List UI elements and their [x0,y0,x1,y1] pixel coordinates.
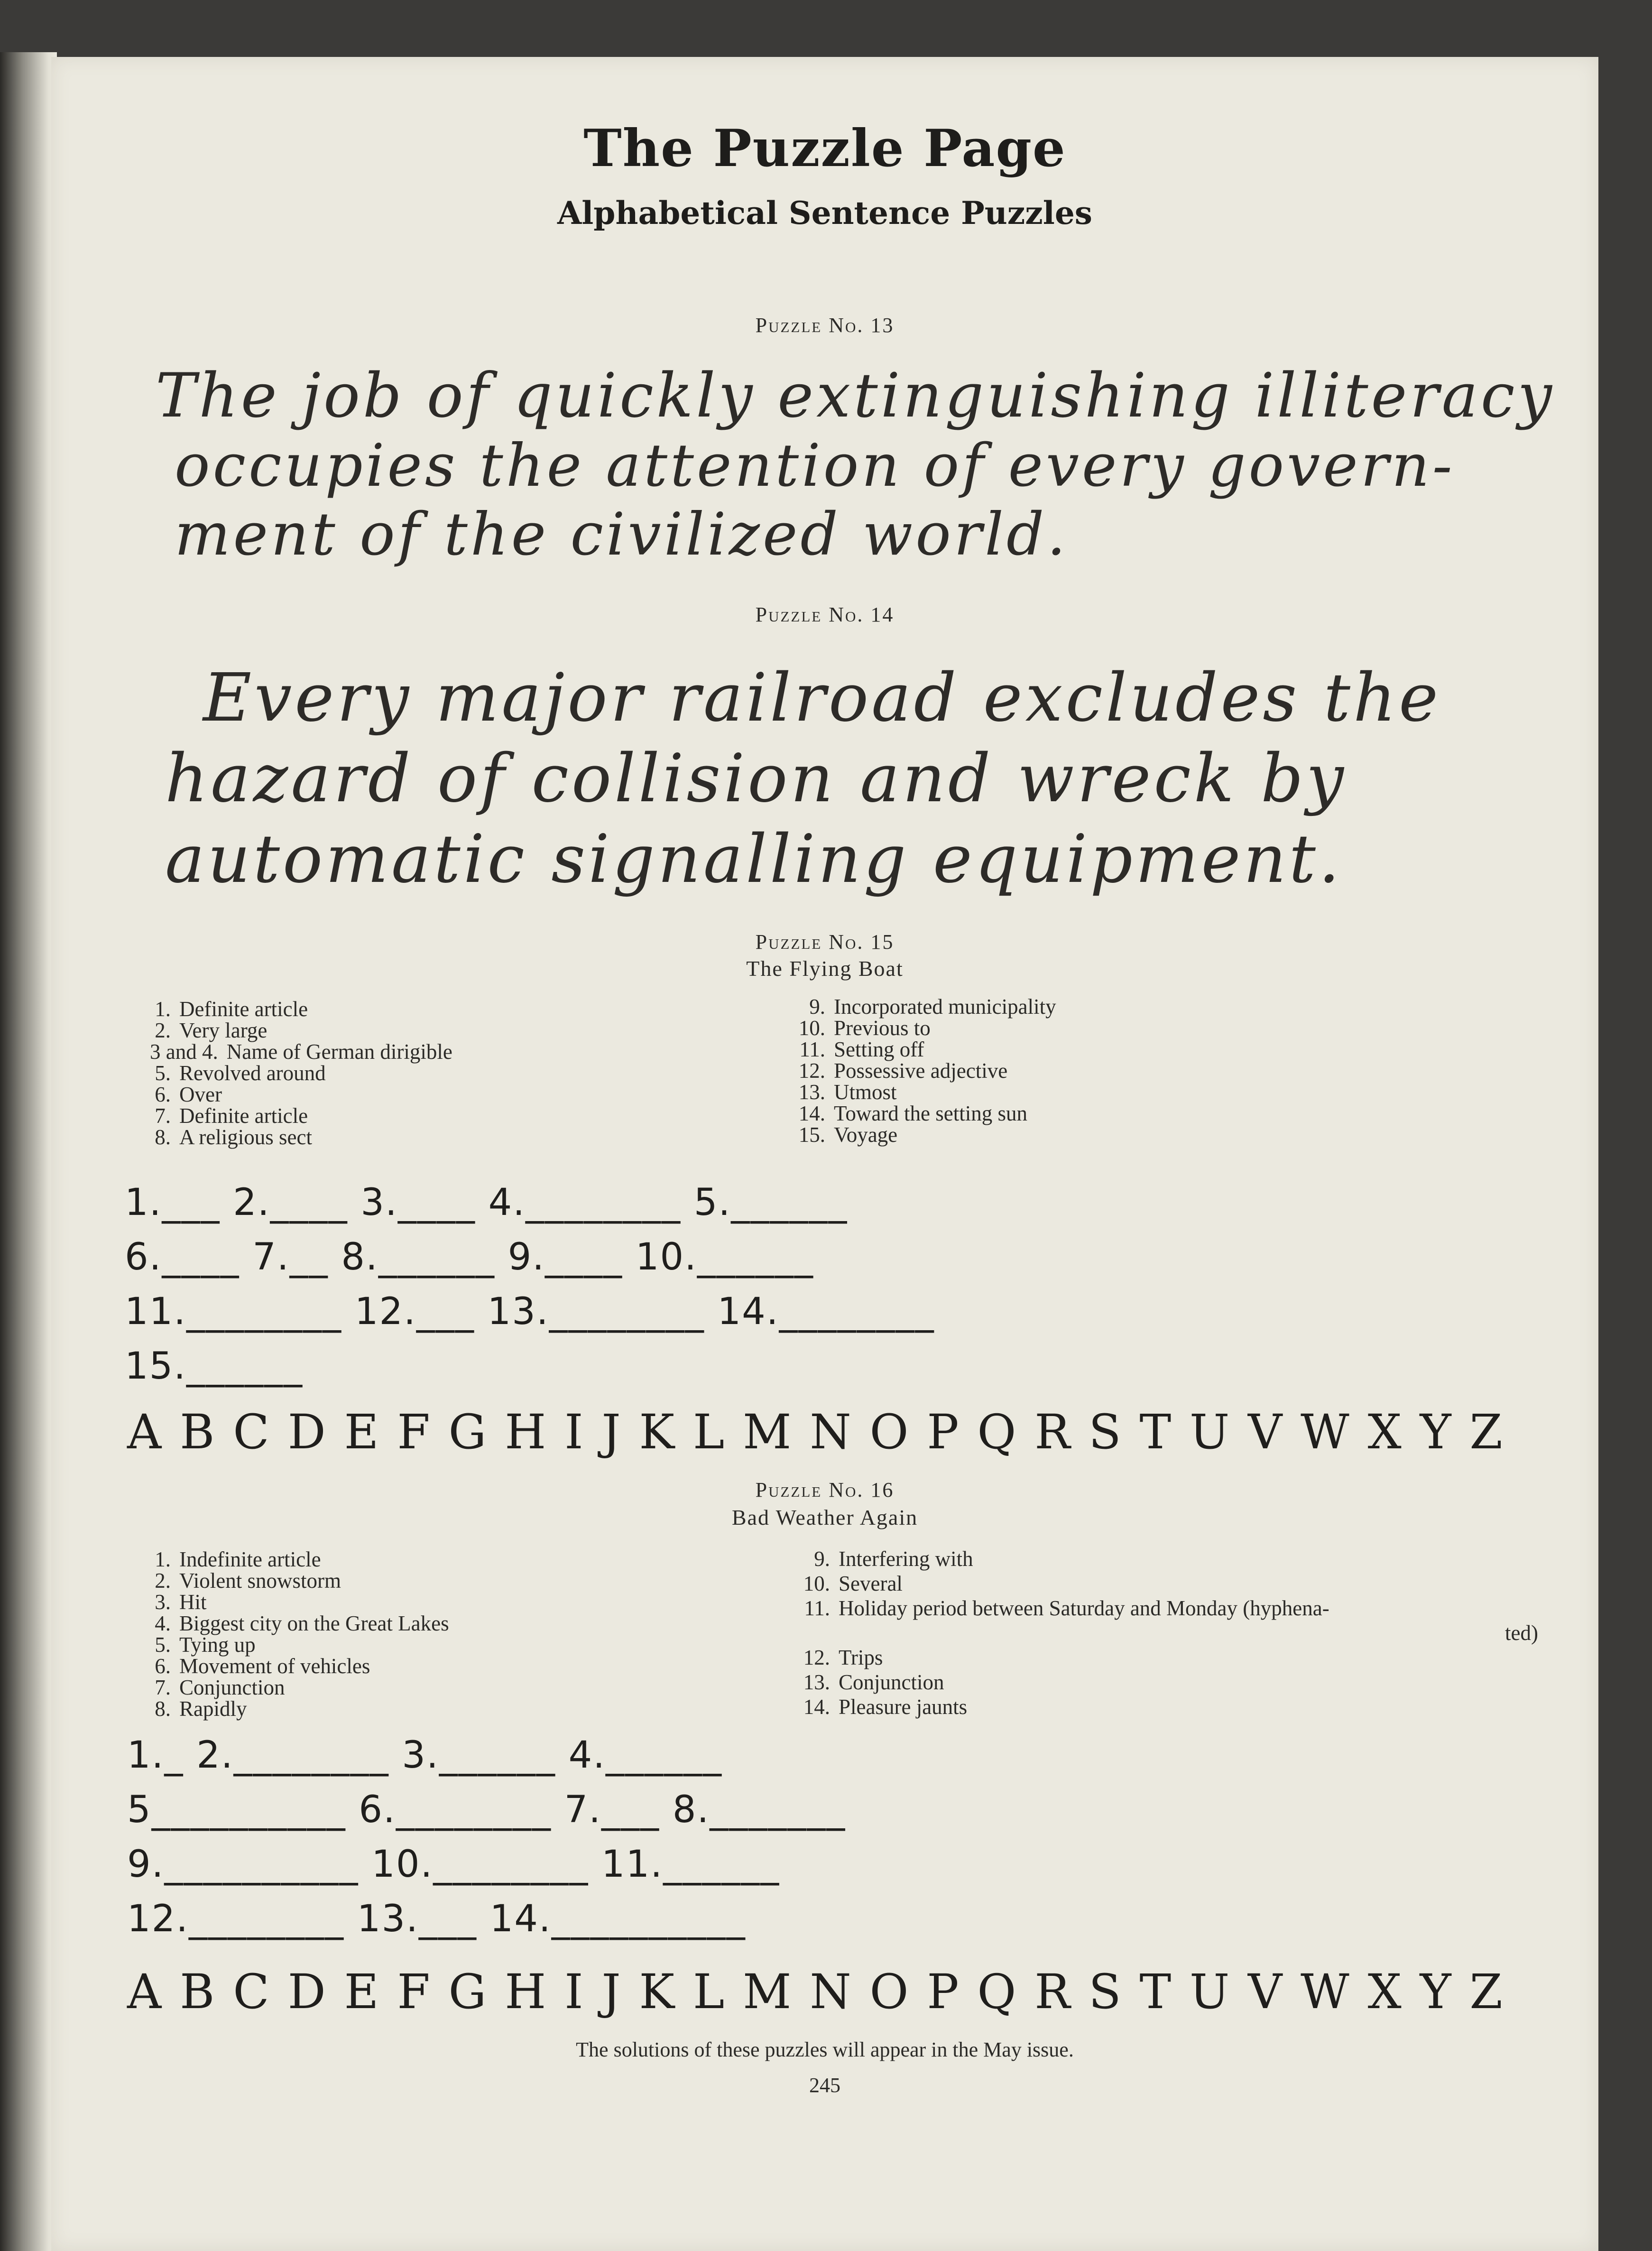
alphabet-letter: J [601,1404,621,1460]
alphabet-letter: O [869,1404,909,1460]
puzzle-13-script-line: occupies the attention of every govern- [175,432,1455,500]
clue-item: 14. Pleasure jaunts [803,1695,968,1719]
alphabet-strip [127,1404,1503,1460]
clue-item: 7. Conjunction [155,1676,285,1699]
alphabet-letter: H [505,1404,546,1460]
alphabet-letter: C [233,1404,269,1460]
clue-item: 3 and 4. Name of German dirigible [150,1040,452,1064]
clue-item: 4. Biggest city on the Great Lakes [155,1612,449,1635]
clue-item: 3. Hit [155,1590,207,1614]
clue-item: 11. Holiday period between Saturday and Monday (hyphena- [804,1596,1329,1620]
puzzle-15-label: Puzzle No. 15 [755,930,895,954]
alphabet-letter: L [692,1404,725,1460]
clue-item: 13. Utmost [798,1080,897,1104]
puzzle-13-script-line: The job of quickly extinguishing illiteracy [156,361,1555,431]
clue-item: 2. Violent snowstorm [155,1569,341,1593]
page-subtitle: Alphabetical Sentence Puzzles [557,195,1092,232]
alphabet-letter: B [180,1964,215,2019]
page-number: 245 [809,2074,840,2097]
clue-item: 5. Tying up [155,1633,256,1657]
clue-item: 9. Interfering with [814,1547,973,1571]
alphabet-letter: E [344,1964,379,2019]
alphabet-letter: G [448,1404,487,1460]
alphabet-letter: U [1189,1964,1230,2019]
magazine-page [51,57,1598,2251]
puzzle-14-script-line: Every major railroad excludes the [203,659,1441,737]
alphabet-letter: L [692,1964,725,2019]
clue-item: 7. Definite article [155,1104,308,1128]
alphabet-letter: Y [1420,1964,1451,2019]
alphabet-letter: Z [1469,1964,1503,2019]
puzzle-16-clues-left [137,1549,449,1720]
alphabet-letter: A [127,1964,162,2019]
alphabet-letter: X [1367,1404,1402,1460]
alphabet-letter: U [1189,1404,1230,1460]
alphabet-letter: N [810,1964,851,2019]
answer-blanks-row: 1.___ 2.____ 3.____ 4.________ 5.______ [125,1181,848,1224]
puzzle-16-name: Bad Weather Again [731,1505,918,1529]
solutions-note: The solutions of these puzzles will appear in the May issue. [576,2038,1074,2061]
alphabet-letter: G [448,1964,487,2019]
clue-item: 10. Previous to [798,1016,931,1040]
answer-blanks-row: 6.____ 7.__ 8.______ 9.____ 10.______ [125,1236,814,1278]
alphabet-letter: I [564,1964,583,2019]
clue-item: 2. Very large [155,1019,268,1042]
answer-blanks-row: 5__________ 6.________ 7.___ 8._______ [127,1788,846,1831]
puzzle-15-clues-right [791,996,1056,1146]
alphabet-letter: V [1248,1964,1283,2019]
clue-item: 12. Possessive adjective [798,1059,1008,1083]
alphabet-letter: P [927,1404,959,1460]
book-spine [0,52,57,2251]
alphabet-letter: K [639,1404,675,1460]
alphabet-letter: R [1034,1404,1071,1460]
alphabet-letter: J [601,1964,621,2019]
answer-blanks-row: 9.__________ 10.________ 11.______ [127,1843,780,1886]
puzzle-14-script-line: hazard of collision and wreck by [165,740,1347,817]
alphabet-letter: A [127,1404,162,1460]
alphabet-letter: P [927,1964,959,2019]
alphabet-letter: W [1301,1404,1349,1460]
answer-blanks-row: 12.________ 13.___ 14.__________ [127,1898,746,1940]
puzzle-14-label: Puzzle No. 14 [755,603,895,626]
alphabet-letter: E [344,1404,379,1460]
answer-blanks-row: 1._ 2.________ 3.______ 4.______ [127,1734,723,1777]
alphabet-letter: F [397,1964,430,2019]
alphabet-letter: M [743,1404,792,1460]
clue-item: 5. Revolved around [155,1061,326,1085]
alphabet-letter: H [505,1964,546,2019]
alphabet-letter: Q [977,1404,1016,1460]
puzzle-15-clues-left [137,999,452,1148]
puzzle-14-script-line: automatic signalling equipment. [165,821,1343,898]
alphabet-letter: R [1034,1964,1071,2019]
alphabet-letter: Z [1469,1404,1503,1460]
alphabet-letter: D [287,1964,326,2019]
alphabet-letter: N [810,1404,851,1460]
alphabet-letter: V [1248,1404,1283,1460]
clue-item: 9. Incorporated municipality [809,995,1056,1019]
puzzle-16-label: Puzzle No. 16 [755,1478,895,1501]
puzzle-13-label: Puzzle No. 13 [755,314,895,337]
clue-item: 12. Trips [803,1646,883,1669]
alphabet-letter: C [233,1964,269,2019]
puzzle-15-name: The Flying Boat [746,956,904,981]
answer-blanks-row: 15.______ [125,1345,304,1388]
alphabet-letter: D [287,1404,326,1460]
alphabet-letter: S [1089,1404,1121,1460]
alphabet-letter: Y [1420,1404,1451,1460]
clue-item: 11. Setting off [799,1037,924,1061]
alphabet-letter: T [1139,1404,1172,1460]
alphabet-letter: T [1139,1964,1172,2019]
clue-item: 1. Definite article [155,997,308,1021]
alphabet-letter: S [1089,1964,1121,2019]
puzzle-16-clues-right [796,1547,1538,1719]
puzzle-13-script-line: ment of the civilized world. [175,500,1069,569]
answer-blanks-row: 11.________ 12.___ 13.________ 14.________ [125,1290,935,1333]
alphabet-letter: B [180,1404,215,1460]
alphabet-letter: W [1301,1964,1349,2019]
alphabet-letter: O [869,1964,909,2019]
clue-item: 10. Several [803,1572,903,1595]
alphabet-letter: M [743,1964,792,2019]
alphabet-letter: X [1367,1964,1402,2019]
clue-item: 14. Toward the setting sun [798,1102,1028,1125]
clue-item: 15. Voyage [798,1123,898,1147]
alphabet-strip [127,1964,1503,2019]
page-title: The Puzzle Page [583,119,1066,178]
clue-item: 8. Rapidly [155,1697,247,1721]
alphabet-letter: Q [977,1964,1016,2019]
clue-item-continuation: ted) [1505,1621,1538,1645]
clue-item: 6. Over [155,1083,222,1106]
clue-item: 13. Conjunction [803,1670,944,1694]
alphabet-letter: I [564,1404,583,1460]
alphabet-letter: F [397,1404,430,1460]
alphabet-letter: K [639,1964,675,2019]
clue-item: 6. Movement of vehicles [155,1654,370,1678]
clue-item: 8. A religious sect [155,1125,312,1149]
clue-item: 1. Indefinite article [155,1547,321,1571]
